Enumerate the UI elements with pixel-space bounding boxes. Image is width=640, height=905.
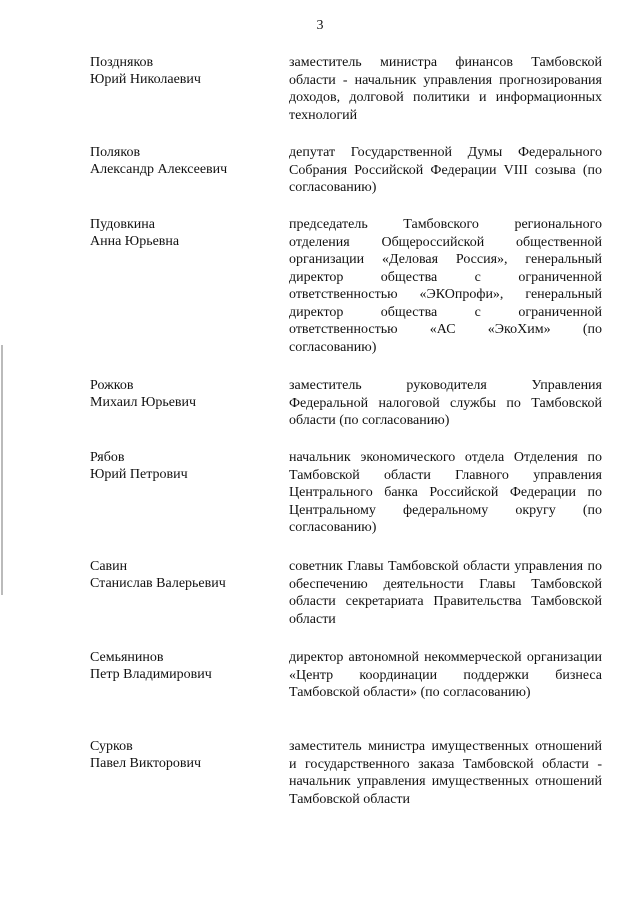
member-given-names: Михаил Юрьевич: [90, 395, 197, 410]
member-given-names: Анна Юрьевна: [90, 234, 180, 249]
member-role: депутат Государственной Думы Федерального Собрания Российской Федерации VIII созыва (по согласованию): [289, 145, 602, 195]
member-name: [90, 144, 270, 178]
member-name: [90, 649, 270, 683]
member-name: [90, 558, 270, 592]
member-given-names: Юрий Николаевич: [90, 72, 201, 87]
member-name: [90, 216, 270, 250]
member-name: [90, 54, 270, 88]
margin-scan-mark: [1, 345, 3, 595]
member-name: [90, 449, 270, 483]
member-role: начальник экономического отдела Отделения по Тамбовской области Главного управления Центрального банка Российской Федерации по Центральному федеральному округу (по согласованию): [289, 450, 602, 535]
member-given-names: Александр Алексеевич: [90, 162, 228, 177]
member-surname: Пудовкина: [90, 217, 155, 232]
member-role: заместитель руководителя Управления Федеральной налоговой службы по Тамбовской области (по согласованию): [289, 378, 602, 428]
member-role: советник Главы Тамбовской области управления по обеспечению деятельности Главы Тамбовской области секретариата Правительства Тамбовской области: [289, 559, 602, 627]
member-role: председатель Тамбовского регионального отделения Общероссийской общественной организации «Деловая Россия», генеральный директор общества с ограниченной ответственностью «ЭКОпрофи», генеральный директор общества с ограниченной ответственностью «АС «ЭкоХим» (по согласованию): [289, 217, 602, 355]
member-given-names: Юрий Петрович: [90, 467, 188, 482]
member-surname: Семьянинов: [90, 650, 164, 665]
member-name: [90, 738, 270, 772]
member-name: [90, 377, 270, 411]
member-given-names: Петр Владимирович: [90, 667, 212, 682]
member-role: заместитель министра финансов Тамбовской области - начальник управления прогнозирования доходов, долговой политики и информационных технологий: [289, 55, 602, 123]
member-surname: Поляков: [90, 145, 141, 160]
member-role: заместитель министра имущественных отношений и государственного заказа Тамбовской области - начальник управления имущественных отношений Тамбовской области: [289, 739, 602, 807]
member-surname: Сурков: [90, 739, 133, 754]
page-number: 3: [316, 18, 324, 33]
member-surname: Рожков: [90, 378, 134, 393]
member-surname: Рябов: [90, 450, 125, 465]
member-surname: Савин: [90, 559, 128, 574]
member-given-names: Павел Викторович: [90, 756, 202, 771]
member-role: директор автономной некоммерческой организации «Центр координации поддержки бизнеса Тамбовской области» (по согласованию): [289, 650, 602, 700]
member-surname: Поздняков: [90, 55, 154, 70]
member-given-names: Станислав Валерьевич: [90, 576, 226, 591]
